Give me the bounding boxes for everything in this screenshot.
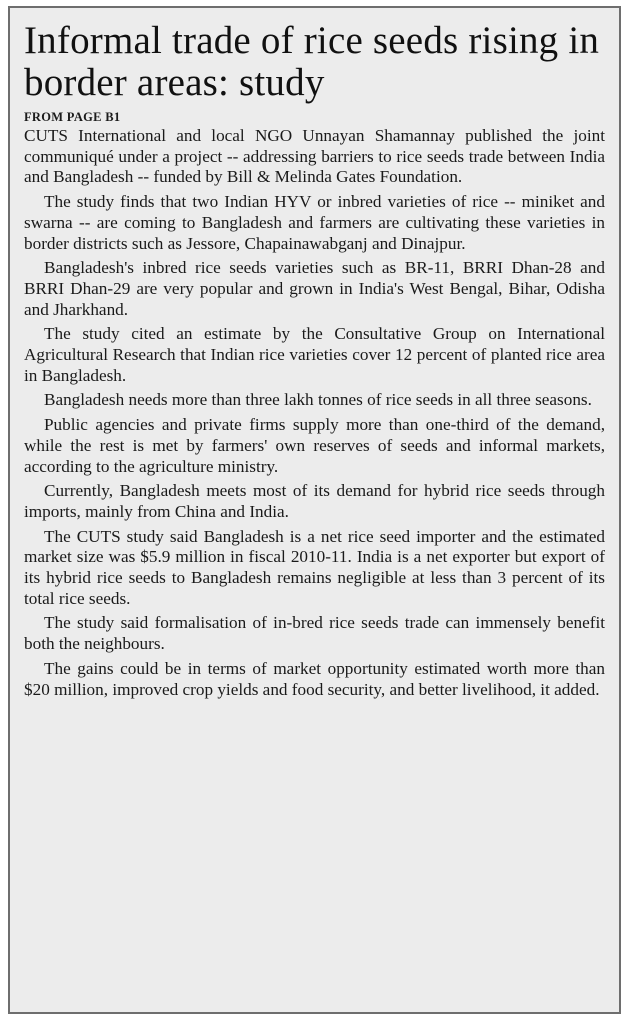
paragraph: The study cited an estimate by the Consultative Group on International Agricultural Research that Indian rice varieties cover 12 percent of planted rice area in Bangladesh.	[24, 324, 605, 385]
newspaper-clipping	[8, 6, 621, 1014]
paragraph: CUTS International and local NGO Unnayan Shamannay published the joint communiqué under a project -- addressing barriers to rice seeds trade between India and Bangladesh -- funded by Bill & Melinda Gates Foundation.	[24, 126, 605, 187]
article-body	[24, 126, 605, 700]
paragraph: Bangladesh needs more than three lakh tonnes of rice seeds in all three seasons.	[44, 390, 592, 410]
paragraph: The study said formalisation of in-bred rice seeds trade can immensely benefit both the neighbours.	[24, 613, 605, 654]
paragraph: Currently, Bangladesh meets most of its demand for hybrid rice seeds through imports, mainly from China and India.	[24, 481, 605, 521]
paragraph: The CUTS study said Bangladesh is a net rice seed importer and the estimated market size was $5.9 million in fiscal 2010-11. India is a net exporter but export of its hybrid rice seeds to Bangladesh remains negligible at less than 3 percent of its total rice seeds.	[24, 526, 605, 608]
continuation-kicker: FROM PAGE B1	[24, 110, 121, 124]
headline: Informal trade of rice seeds rising in border areas: study	[24, 19, 600, 104]
paragraph: The study finds that two Indian HYV or inbred varieties of rice -- miniket and swarna -- are coming to Bangladesh and farmers are cultivating these varieties in border districts such as Jessore, Chapainawabganj and Dinajpur.	[24, 192, 605, 253]
paragraph: The gains could be in terms of market opportunity estimated worth more than $20 million, improved crop yields and food security, and better livelihood, it added.	[24, 658, 605, 699]
paragraph: Public agencies and private firms supply more than one-third of the demand, while the rest is met by farmers' own reserves of seeds and informal markets, according to the agriculture ministry.	[24, 415, 605, 476]
paragraph: Bangladesh's inbred rice seeds varieties such as BR-11, BRRI Dhan-28 and BRRI Dhan-29 are very popular and grown in India's West Bengal, Bihar, Odisha and Jharkhand.	[24, 258, 605, 319]
